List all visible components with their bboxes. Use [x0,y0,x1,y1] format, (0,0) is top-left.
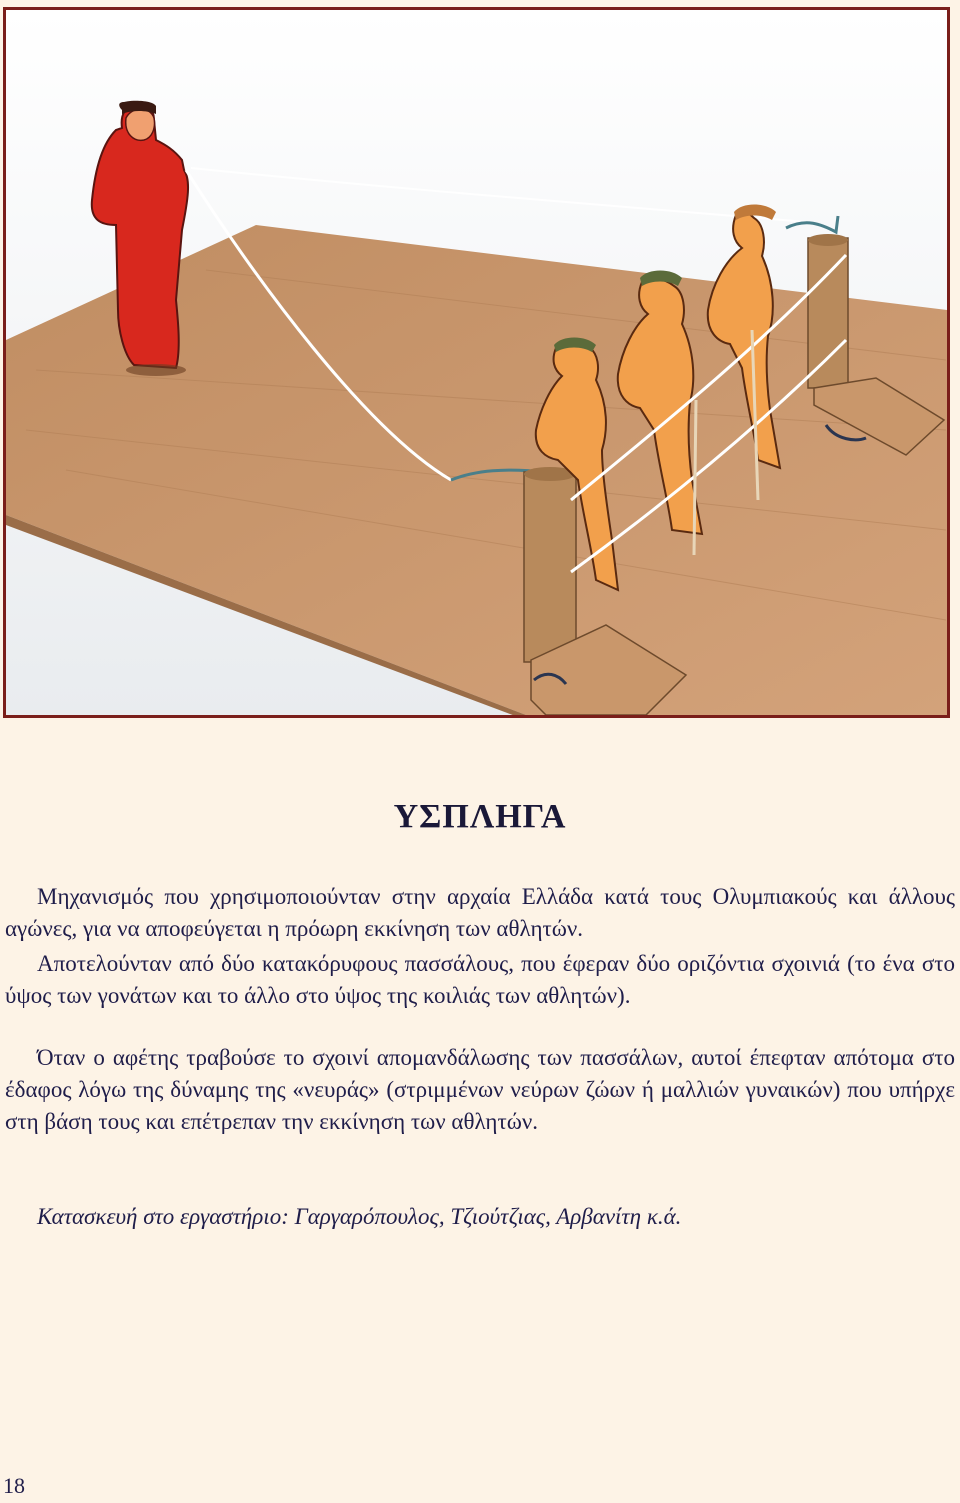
page-number: 18 [3,1473,25,1498]
paragraph-construction-text: Αποτελούνταν από δύο κατακόρυφους πασσάλους, που έφεραν δύο οριζόντια σχοινιά (το ένα στο ύψος των γονάτων και το άλλο στο ύψος της κοιλιάς των αθλητών). [5,951,955,1008]
hysplex-model-illustration [6,10,947,715]
staff-1 [694,400,696,555]
page-title: ΥΣΠΛΗΓΑ [393,798,567,835]
hysplex-photo [3,7,950,718]
paragraph-mechanism [5,1042,955,1138]
construction-credit: Κατασκευή στο εργαστήριο: Γαργαρόπουλος, Τζιούτζιας, Αρβανίτη κ.ά. [37,1204,682,1229]
paragraph-construction [5,948,955,1012]
paragraph-intro [5,881,955,945]
paragraph-mechanism-text: Όταν ο αφέτης τραβούσε το σχοινί απομανδάλωσης των πασσάλων, αυτοί έπεφταν απότομα στο έδαφος λόγω της δύναμης της «νευράς» (στριμμένων νεύρων ζώων ή μαλλιών γυναικών) που υπήρχε στη βάση τους και επέτρεπαν την εκκίνηση των αθλητών. [5,1045,955,1134]
paragraph-intro-text: Μηχανισμός που χρησιμοποιούνταν στην αρχαία Ελλάδα κατά τους Ολυμπιακούς και άλλους αγώνες, για να αποφεύγεται η πρόωρη εκκίνηση των αθλητών. [5,884,955,941]
